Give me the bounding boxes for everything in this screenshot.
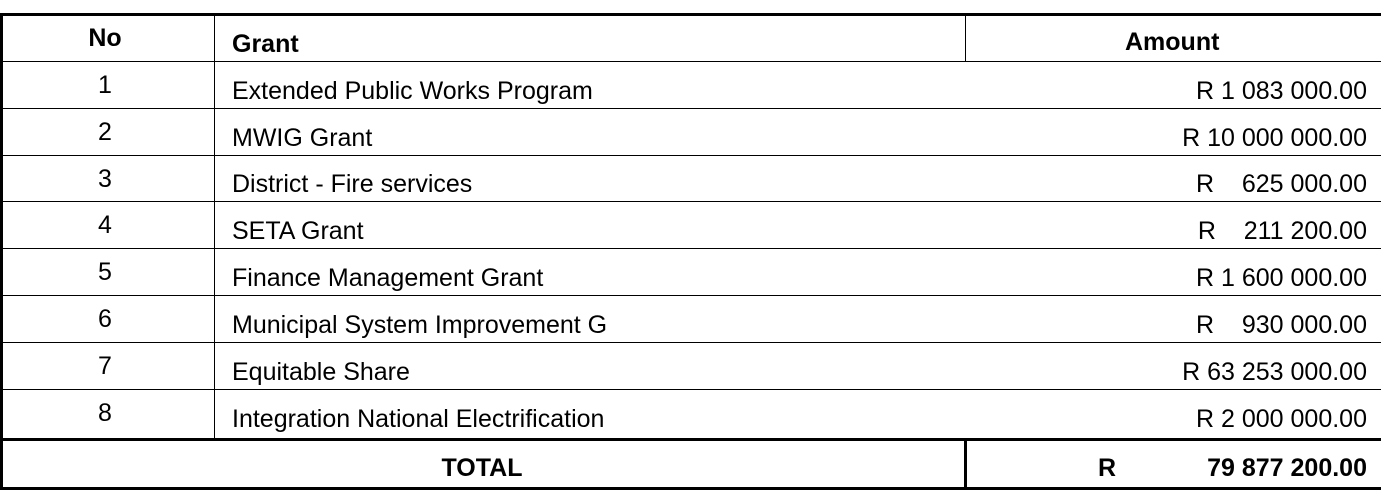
row-number: 8 bbox=[98, 399, 112, 427]
total-amount: 79 877 200.00 bbox=[1207, 454, 1367, 482]
row-divider bbox=[0, 155, 1381, 156]
grant-amount: R 2 000 000.00 bbox=[1196, 405, 1367, 433]
grant-name: Equitable Share bbox=[232, 358, 410, 386]
row-number: 6 bbox=[98, 305, 112, 333]
grant-name: MWIG Grant bbox=[232, 124, 373, 152]
column-divider-amount bbox=[965, 15, 966, 61]
table-bottom-border bbox=[0, 487, 1381, 490]
row-number: 7 bbox=[98, 352, 112, 380]
grant-amount: R 1 600 000.00 bbox=[1196, 264, 1367, 292]
row-divider bbox=[0, 295, 1381, 296]
row-divider bbox=[0, 248, 1381, 249]
grant-amount: R 63 253 000.00 bbox=[1182, 358, 1367, 386]
row-number: 5 bbox=[98, 258, 112, 286]
grant-name: SETA Grant bbox=[232, 217, 364, 245]
row-divider bbox=[0, 108, 1381, 109]
total-divider bbox=[964, 438, 967, 490]
row-number: 3 bbox=[98, 165, 112, 193]
grant-name: Extended Public Works Program bbox=[232, 77, 593, 105]
row-number: 2 bbox=[98, 118, 112, 146]
row-divider bbox=[0, 389, 1381, 390]
row-number: 1 bbox=[98, 71, 112, 99]
grant-amount: R 930 000.00 bbox=[1196, 311, 1367, 339]
total-currency: R bbox=[1098, 454, 1117, 482]
row-divider bbox=[0, 342, 1381, 343]
grant-amount: R 10 000 000.00 bbox=[1182, 124, 1367, 152]
grant-name: Finance Management Grant bbox=[232, 264, 544, 292]
header-row-divider bbox=[0, 61, 1381, 62]
grant-name: District - Fire services bbox=[232, 170, 473, 198]
header-no: No bbox=[88, 24, 122, 52]
header-grant: Grant bbox=[232, 30, 299, 58]
grant-amount: R 211 200.00 bbox=[1197, 217, 1367, 245]
grant-name: Municipal System Improvement G bbox=[232, 311, 608, 339]
grant-name: Integration National Electrification bbox=[232, 405, 605, 433]
header-amount: Amount bbox=[1125, 28, 1220, 56]
row-number: 4 bbox=[98, 211, 112, 239]
column-divider-no bbox=[214, 15, 215, 439]
table-top-border bbox=[0, 13, 1381, 16]
grant-amount: R 1 083 000.00 bbox=[1196, 77, 1367, 105]
grant-amount: R 625 000.00 bbox=[1196, 170, 1367, 198]
total-top-border bbox=[0, 438, 1381, 441]
row-divider bbox=[0, 201, 1381, 202]
total-label: TOTAL bbox=[441, 454, 523, 482]
